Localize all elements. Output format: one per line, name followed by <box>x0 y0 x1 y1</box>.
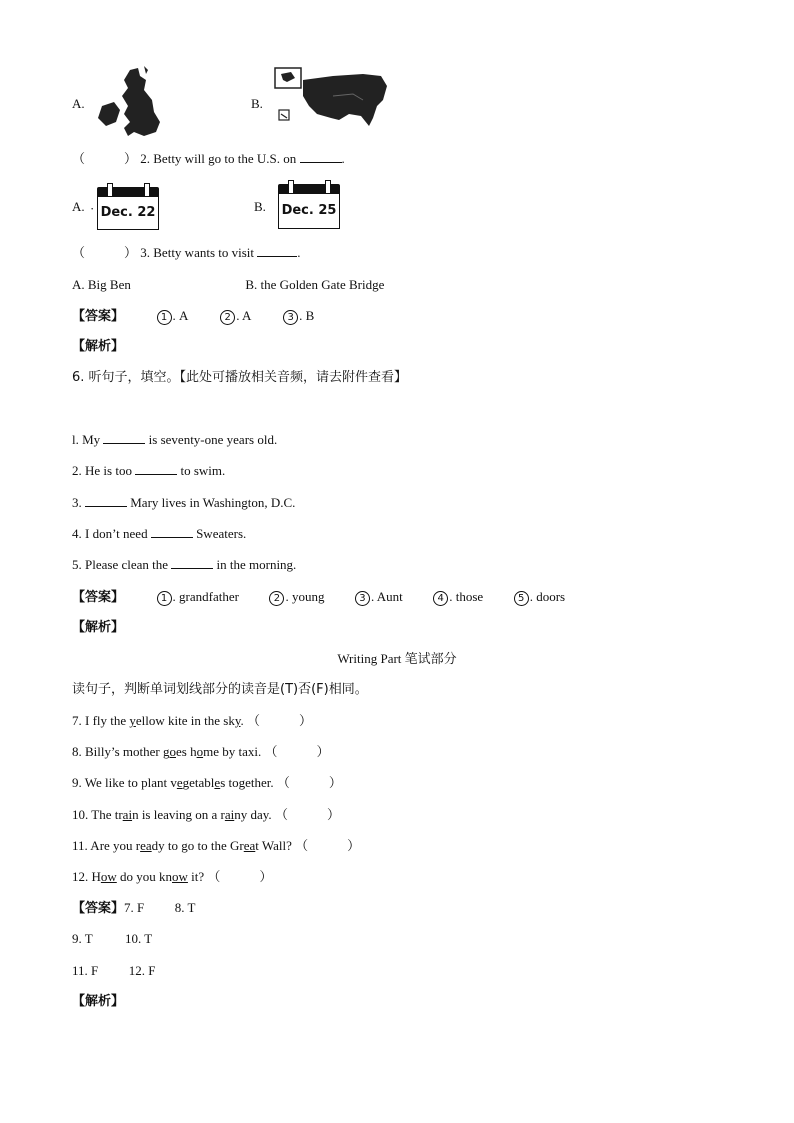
answer-value: 7. F <box>124 900 145 915</box>
sentence-text: to swim. <box>180 463 226 478</box>
circled-number: 4 <box>433 591 448 606</box>
sentence-text: l. My <box>72 432 101 447</box>
fill-blank[interactable] <box>171 556 213 569</box>
text: 7. I fly the <box>72 713 130 728</box>
q6-title: 6. 听句子，填空。【此处可播放相关音频，请去附件查看】 <box>72 370 408 385</box>
q3-stem: 3. Betty wants to visit <box>140 245 255 260</box>
text: n is leaving on a r <box>132 807 225 822</box>
answer-value: . A <box>236 308 251 323</box>
q2-option-b-label: B. <box>254 199 266 214</box>
q2-option-a-dot: · <box>90 201 95 216</box>
fill-blank[interactable] <box>135 462 177 475</box>
calendar-dec25-icon <box>278 180 340 230</box>
sentence-text: is seventy-one years old. <box>148 432 278 447</box>
q3-options <box>72 276 384 294</box>
text: getabl <box>182 775 215 790</box>
underlined-part: ow <box>100 869 117 884</box>
answer-value: . B <box>299 308 315 323</box>
answer-block-3-row3 <box>72 962 155 980</box>
sentence-text: in the morning. <box>216 557 297 572</box>
underlined-part: y <box>129 713 136 728</box>
answer-value: . A <box>172 308 188 323</box>
circled-number: 2 <box>220 310 235 325</box>
writing-part-heading <box>0 650 794 668</box>
answer-paren[interactable]: （ ） <box>295 839 361 854</box>
underlined-part: o <box>196 744 204 759</box>
usa-map-image <box>273 66 389 132</box>
text: dy to go to the Gr <box>151 838 244 853</box>
q6-sentence-2 <box>72 462 225 480</box>
answer-value: . young <box>285 589 325 604</box>
sentence-text: Mary lives in Washington, D.C. <box>130 495 296 510</box>
q1-option-a-label: A. <box>72 96 85 111</box>
answer-paren[interactable]: （ ） <box>207 870 273 885</box>
calendar-dec22-text: Dec. 22 <box>97 197 159 230</box>
underlined-part: ea <box>140 838 152 853</box>
q2-stem: 2. Betty will go to the U.S. on <box>140 151 297 166</box>
q3-option-b: B. the Golden Gate Bridge <box>245 277 385 292</box>
analysis-tag-3: 【解析】 <box>72 994 125 1009</box>
circled-number: 1 <box>157 310 172 325</box>
q6-sentence-3 <box>72 494 295 512</box>
circled-number: 3 <box>355 591 370 606</box>
answer-value: 12. F <box>128 963 156 978</box>
tf-question-7 <box>72 712 312 731</box>
text: 9. We like to plant v <box>72 775 177 790</box>
answer-value: 8. T <box>174 900 196 915</box>
answer-value: . grandfather <box>172 589 239 604</box>
q6-sentence-5 <box>72 556 296 574</box>
text: 8. Billy’s mother g <box>72 744 170 759</box>
text: . <box>240 713 247 728</box>
underlined-part: e <box>214 775 221 790</box>
answer-value: . doors <box>529 589 566 604</box>
answer-paren[interactable]: （ ） <box>264 745 330 760</box>
answer-value: . Aunt <box>370 589 403 604</box>
tf-question-8 <box>72 743 330 762</box>
writing-heading-text: Writing Part 笔试部分 <box>337 651 457 666</box>
answer-value: . those <box>449 589 484 604</box>
q2-period: . <box>341 151 345 166</box>
circled-number: 5 <box>514 591 529 606</box>
answer-paren[interactable]: （ ） <box>274 808 340 823</box>
answer-tag: 【答案】 <box>72 590 125 605</box>
q3-option-a: A. Big Ben <box>72 277 131 292</box>
question-3 <box>72 244 301 263</box>
text: ny day. <box>234 807 275 822</box>
answer-value: 9. T <box>72 931 93 946</box>
underlined-part: y <box>234 713 241 728</box>
text: ellow kite in the sk <box>135 713 235 728</box>
text: 11. Are you r <box>72 838 141 853</box>
answer-paren[interactable]: （ ） <box>72 246 138 261</box>
sentence-text: 5. Please clean the <box>72 557 169 572</box>
sentence-text: 4. I don’t need <box>72 526 148 541</box>
text: 10. The tr <box>72 807 123 822</box>
text: es h <box>176 744 197 759</box>
circled-number: 3 <box>283 310 298 325</box>
text: t Wall? <box>255 838 296 853</box>
text: do you kn <box>116 869 173 884</box>
answer-tag: 【答案】 <box>72 309 125 324</box>
underlined-part: ea <box>243 838 256 853</box>
q2-option-a-label: A. <box>72 199 85 214</box>
answer-block-3 <box>72 899 195 918</box>
analysis-tag-2: 【解析】 <box>72 620 125 635</box>
text: s together. <box>220 775 277 790</box>
underlined-part: ai <box>122 807 133 822</box>
sentence-text: Sweaters. <box>196 526 247 541</box>
underlined-part: ow <box>172 869 188 884</box>
q3-period: . <box>297 245 301 260</box>
tf-question-9 <box>72 774 342 793</box>
sentence-text: 3. <box>72 495 82 510</box>
text: me by taxi. <box>203 744 265 759</box>
q6-sentence-1 <box>72 431 277 449</box>
tf-instruction: 读句子，判断单词划线部分的读音是(T)否(F)相同。 <box>72 682 368 697</box>
underlined-part: o <box>169 744 176 759</box>
text: 12. H <box>72 869 101 884</box>
q1-option-b-label: B. <box>251 96 263 111</box>
q2-blank[interactable] <box>300 150 342 163</box>
sentence-text: 2. He is too <box>72 463 132 478</box>
answer-paren[interactable]: （ ） <box>276 776 342 791</box>
answer-block-2 <box>72 588 565 607</box>
answer-value: 11. F <box>72 963 99 978</box>
fill-blank[interactable] <box>85 494 127 507</box>
underlined-part: e <box>176 775 183 790</box>
uk-map-image <box>94 66 164 140</box>
circled-number: 1 <box>157 591 172 606</box>
analysis-tag-1: 【解析】 <box>72 339 125 354</box>
text: it? <box>187 869 208 884</box>
answer-value: 10. T <box>124 931 153 946</box>
fill-blank[interactable] <box>103 431 145 444</box>
answer-block-1 <box>72 307 314 326</box>
question-2 <box>72 150 345 169</box>
q6-sentence-4 <box>72 525 246 543</box>
calendar-dec25-text: Dec. 25 <box>278 194 340 229</box>
tf-question-11 <box>72 837 360 856</box>
answer-block-3-row2 <box>72 930 152 948</box>
fill-blank[interactable] <box>151 525 193 538</box>
calendar-dec22-icon <box>97 183 159 231</box>
q3-blank[interactable] <box>257 244 297 257</box>
underlined-part: ai <box>224 807 235 822</box>
answer-paren[interactable]: （ ） <box>72 152 138 167</box>
tf-question-10 <box>72 806 340 825</box>
answer-tag: 【答案】 <box>72 901 125 916</box>
tf-question-12 <box>72 868 272 887</box>
answer-paren[interactable]: （ ） <box>247 714 313 729</box>
circled-number: 2 <box>269 591 284 606</box>
